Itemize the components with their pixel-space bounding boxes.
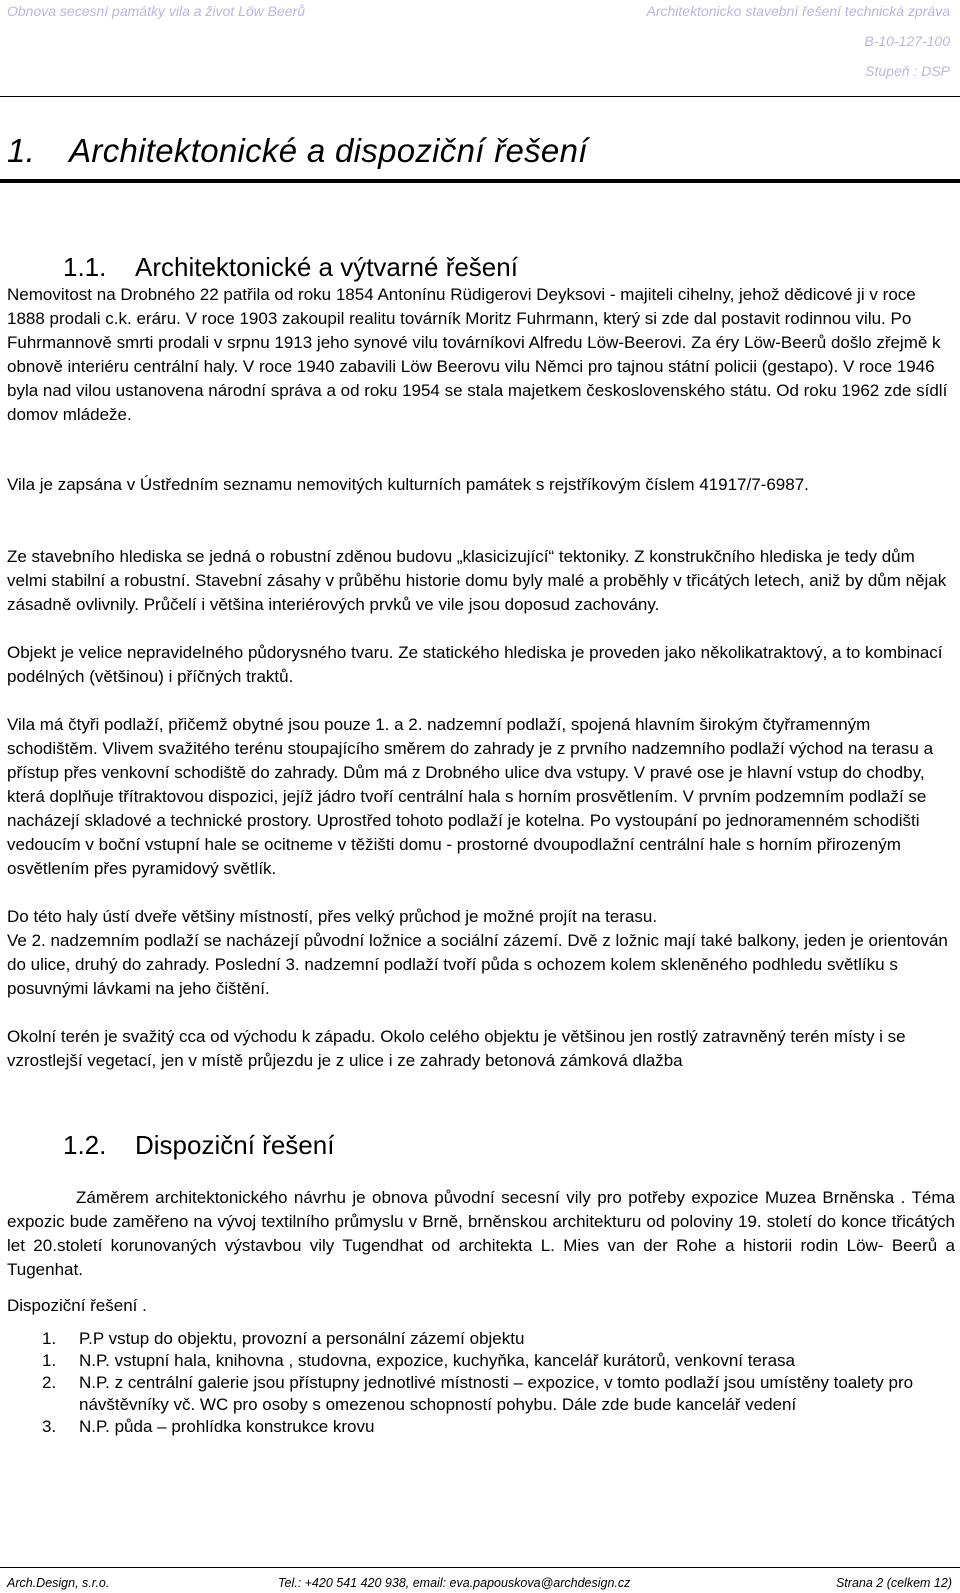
registry-paragraph: Vila je zapsána v Ústředním seznamu nemovitých kulturních památek s rejstříkovým číslem 41917/7-6987. [7, 475, 809, 494]
section-title: Dispoziční řešení [135, 1130, 335, 1160]
footer-contact: Tel.: +420 541 420 938, email: eva.papouskova@archdesign.cz [278, 1576, 631, 1590]
construction-paragraph: Ze stavebního hlediska se jedná o robustní zděnou budovu „klasicizující“ tektoniky. Z konstrukčního hlediska je tedy dům velmi stabilní a robustní. Stavební zásahy v průběhu historie domu byly malé a proběhly v třicátých letech, aniž by dům nějak zásadně ovlivnily. Průčelí i většina interiérových prvků ve vile jsou doposud zachovány. [7, 547, 947, 614]
intent-paragraph: Záměrem architektonického návrhu je obnova původní secesní vily pro potřeby expozice Muzea Brněnska . Téma expozic bude zaměřeno na vývoj textilního průmyslu v Brně, brněnskou architekturu od poloviny 19. století do konce třicátých let 20.století korunovaných výstavbou vily Tugendhat od architekta L. Mies van der Rohe a historii rodin Löw- Beerů a Tugenhat. [7, 1188, 955, 1279]
section-heading-1-1 [63, 252, 518, 283]
list-item-number: 3. [42, 1417, 57, 1436]
layout-shape-paragraph: Objekt je velice nepravidelného půdorysného tvaru. Ze statického hlediska je proveden jako několikatraktový, a to kombinací podélných (většinou) i příčných traktů. [7, 643, 943, 686]
list-item [42, 1350, 952, 1372]
list-item [42, 1416, 952, 1438]
section-number: 1.1. [63, 252, 107, 282]
list-item-text: P.P vstup do objektu, provozní a personální zázemí objektu [79, 1329, 525, 1348]
list-item-text: N.P. půda – prohlídka konstrukce krovu [79, 1417, 375, 1436]
floor-list [42, 1328, 952, 1438]
history-paragraph: Nemovitost na Drobného 22 patřila od roku 1854 Antonínu Rüdigerovi Deyksovi - majiteli cihelny, jehož dědicové ji v roce 1888 prodali c.k. eráru. V roce 1903 zakoupil realitu továrník Moritz Fuhrmann, který si zde dal postavit rodinnou vilu. Po Fuhrmannově smrti prodali v srpnu 1913 jeho synové vilu továrníkovi Alfredu Löw-Beerovi. Za éry Löw-Beerů došlo zřejmě k obnově interiéru centrální haly. V roce 1940 zabavili Löw Beerovu vilu Němci pro tajnou státní policii (gestapo). V roce 1946 byla nad vilou ustanovena národní správa a od roku 1954 se stala majetkem československého státu. Od roku 1962 zde sídlí domov mládeže. [7, 285, 948, 424]
disposition-label: Dispoziční řešení . [7, 1296, 147, 1315]
hall-paragraph: Do této haly ústí dveře většiny místností, přes velký průchod je možné projít na terasu. [7, 907, 658, 926]
header-stage: Stupeň : DSP [865, 63, 950, 79]
chapter-number: 1. [7, 132, 36, 169]
footer-page-number: Strana 2 (celkem 12) [835, 1576, 952, 1590]
list-item-text: N.P. z centrální galerie jsou přístupny jednotlivé místnosti – expozice, v tomto podlaží jsou umístěny toalety pro návštěvníky vč. WC pro osoby s omezenou schopností pohybu. Dále zde bude kancelář vedení [79, 1373, 914, 1414]
header-document-code: B-10-127-100 [864, 33, 950, 49]
second-floor-paragraph: Ve 2. nadzemním podlaží se nacházejí původní ložnice a sociální zázemí. Dvě z ložnic mají také balkony, jeden je orientován do ulice, druhý do zahrady. Poslední 3. nadzemní podlaží tvoří půda s ochozem kolem skleněného podhledu světlíku s posuvnými lávkami na jeho čištění. [7, 931, 948, 998]
chapter-heading [7, 132, 588, 170]
floors-paragraph: Vila má čtyři podlaží, přičemž obytné jsou pouze 1. a 2. nadzemní podlaží, spojená hlavním širokým čtyřramenným schodištěm. Vlivem svažitého terénu stoupajícího směrem do zahrady je z prvního nadzemního podlaží východ na terasu a přístup přes venkovní schodiště do zahrady. Dům má z Drobného ulice dva vstupy. V pravé ose je hlavní vstup do chodby, která doplňuje třítraktovou dispozici, jejíž jádro tvoří centrální hala s horním prosvětlením. V prvním podzemním podlaží se nacházejí skladové a technické prostory. Uprostřed tohoto podlaží je kotelna. Po vystoupání po jednoramenném schodišti vedoucím v boční vstupní hale se ocitneme v těžišti domu - prostorné dvoupodlažní centrální hale s horním přirozeným osvětlením přes pyramidový světlík. [7, 715, 934, 878]
header-document-title: Obnova secesní památky vila a život Löw Beerů [7, 3, 306, 19]
list-item [42, 1372, 952, 1416]
chapter-title: Architektonické a dispoziční řešení [69, 132, 588, 169]
list-item-number: 1. [42, 1329, 57, 1348]
section-number: 1.2. [63, 1130, 107, 1160]
page-header [0, 0, 960, 97]
header-report-type: Architektonicko stavební řešení technická zpráva [646, 3, 950, 19]
chapter-divider [0, 179, 960, 183]
list-item-number: 2. [42, 1373, 57, 1392]
list-item-number: 1. [42, 1351, 57, 1370]
list-item-text: N.P. vstupní hala, knihovna , studovna, expozice, kuchyňka, kancelář kurátorů, venkovní terasa [79, 1351, 795, 1370]
footer-company: Arch.Design, s.r.o. [7, 1576, 110, 1590]
section-title: Architektonické a výtvarné řešení [135, 252, 518, 282]
terrain-paragraph: Okolní terén je svažitý cca od východu k západu. Okolo celého objektu je většinou jen rostlý zatravněný terén místy i se vzrostlejší vegetací, jen v místě průjezdu je z ulice i ze zahrady betonová zámková dlažba [7, 1027, 906, 1070]
section-heading-1-2 [63, 1130, 334, 1161]
page-footer [0, 1567, 960, 1590]
list-item [42, 1328, 952, 1350]
